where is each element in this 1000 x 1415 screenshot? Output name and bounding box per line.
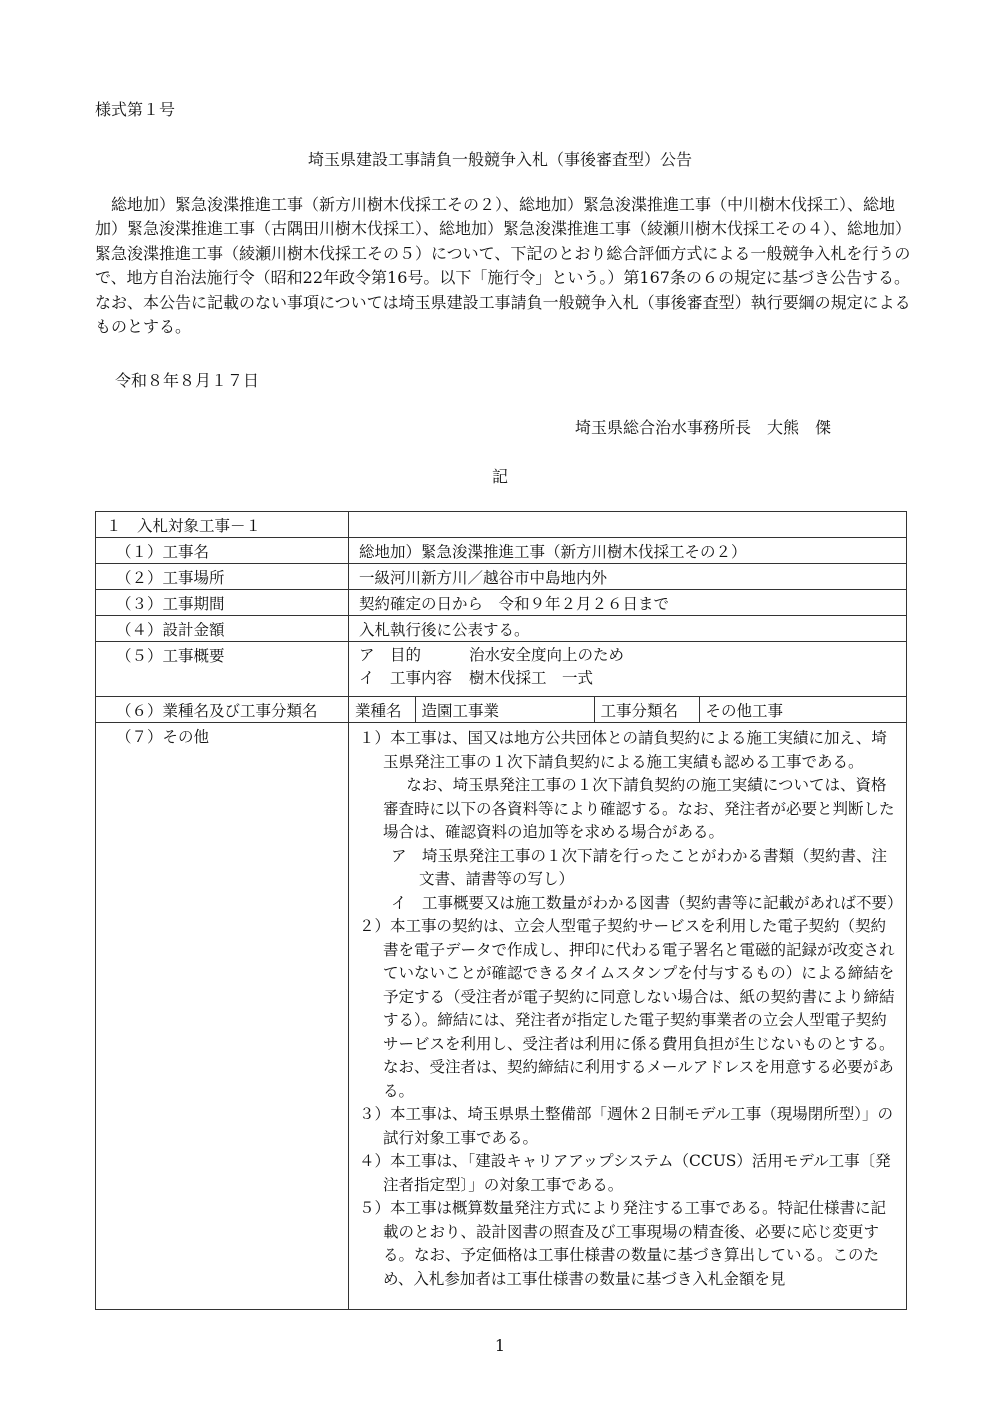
- row-label-period: （３）工事期間: [96, 590, 349, 616]
- row-value-other: [349, 723, 907, 1310]
- other-item-5: ５）本工事は概算数量発注方式により発注する工事である。特記仕様書に記載のとおり、設計図書の照査及び工事現場の精査後、必要に応じ変更する。なお、予定価格は工事仕様書の数量に基づき算出している。このため、入札参加者は工事仕様書の数量に基づき入札金額を見: [359, 1199, 887, 1288]
- overview-purpose-value: 治水安全度向上のため: [469, 646, 625, 664]
- row-value-design-amount: 入札執行後に公表する。: [349, 616, 907, 642]
- bid-details-table: [95, 511, 907, 1310]
- work-class-value: その他工事: [699, 697, 906, 722]
- table-row: [96, 642, 907, 697]
- document-title: 埼玉県建設工事請負一般競争入札（事後審査型）公告: [307, 150, 692, 169]
- page-number: 1: [494, 1336, 506, 1355]
- table-row: [96, 723, 907, 1310]
- table-row: [96, 538, 907, 564]
- form-number: 様式第１号: [95, 100, 176, 119]
- table-row: [96, 512, 907, 538]
- row-label-location: （２）工事場所: [96, 564, 349, 590]
- row-label-other: （７）その他: [96, 723, 349, 1310]
- other-item-3: ３）本工事は、埼玉県県土整備部「週休２日制モデル工事（現場閉所型）」の試行対象工事である。: [359, 1105, 893, 1147]
- empty-cell: [349, 512, 907, 538]
- overview-purpose-key: ア 目的: [359, 646, 422, 664]
- table-row: [96, 697, 907, 723]
- other-item-4: ４）本工事は、「建設キャリアアップシステム（CCUS）活用モデル工事〔発注者指定型〕」の対象工事である。: [359, 1152, 891, 1194]
- other-item-2: ２）本工事の契約は、立会人型電子契約サービスを利用した電子契約（契約書を電子データで作成し、押印に代わる電子署名と電磁的記録が改変されていないことが確認できるタイムスタンプを付与するもの）による締結を予定する（受注者が電子契約に同意しない場合は、紙の契約書により締結する）。締結には、発注者が指定した電子契約事業者の立会人型電子契約サービスを利用し、受注者は利用に係る費用負担が生じないものとする。なお、受注者は、契約締結に利用するメールアドレスを用意する必要がある。: [359, 917, 895, 1100]
- intro-paragraph: 総地加）緊急浚渫推進工事（新方川樹木伐採工その２）、総地加）緊急浚渫推進工事（中川樹木伐採工）、総地加）緊急浚渫推進工事（古隅田川樹木伐採工）、総地加）緊急浚渫推進工事（綾瀬川樹木伐採工その４）、総地加）緊急浚渫推進工事（綾瀬川樹木伐採工その５）について、下記のとおり総合評価方式による一般競争入札を行うので、地方自治法施行令（昭和22年政令第16号。以下「施行令」という。）第167条の６の規定に基づき公告する。なお、本公告に記載のない事項については埼玉県建設工事請負一般競争入札（事後審査型）執行要綱の規定によるものとする。: [95, 195, 912, 337]
- row-label-design-amount: （４）設計金額: [96, 616, 349, 642]
- other-item-1-note: なお、埼玉県発注工事の１次下請負契約の施工実績については、資格審査時に以下の各資料等により確認する。なお、発注者が必要と判断した場合は、確認資料の追加等を求める場合がある。: [383, 776, 895, 841]
- row-value-construction-name: 総地加）緊急浚渫推進工事（新方川樹木伐採工その２）: [349, 538, 907, 564]
- overview-content: [359, 667, 898, 690]
- overview-content-value: 樹木伐採工 一式: [469, 669, 594, 687]
- industry-value: 造園工事業: [415, 697, 594, 722]
- other-item-1-a: ア 埼玉県発注工事の１次下請を行ったことがわかる書類（契約書、注文書、請書等の写し）: [391, 846, 888, 888]
- notice-date: 令和８年８月１７日: [115, 371, 260, 390]
- ki-heading: 記: [491, 467, 508, 486]
- row-value-period: 契約確定の日から 令和９年２月２６日まで: [349, 590, 907, 616]
- row-label-category: （６）業種名及び工事分類名: [96, 697, 349, 723]
- table-row: [96, 590, 907, 616]
- table-row: [96, 616, 907, 642]
- row-label-construction-name: （１）工事名: [96, 538, 349, 564]
- row-value-category: [349, 697, 907, 723]
- issuer-name: 埼玉県総合治水事務所長 大熊 傑: [575, 418, 832, 437]
- overview-purpose: [359, 644, 898, 667]
- work-class-key: 工事分類名: [594, 697, 699, 722]
- row-value-overview: [349, 642, 907, 697]
- section-title: １ 入札対象工事－１: [96, 512, 349, 538]
- overview-content-key: イ 工事内容: [359, 669, 453, 687]
- row-value-location: 一級河川新方川／越谷市中島地内外: [349, 564, 907, 590]
- industry-key: 業種名: [355, 702, 402, 720]
- row-label-overview: （５）工事概要: [96, 642, 349, 697]
- table-row: [96, 564, 907, 590]
- category-subtable: [349, 697, 906, 722]
- other-item-1-b: イ 工事概要又は施工数量がわかる図書（契約書等に記載があれば不要）: [391, 893, 903, 912]
- other-item-1: １）本工事は、国又は地方公共団体との請負契約による施工実績に加え、埼玉県発注工事の１次下請負契約による施工実績も認める工事である。: [359, 729, 887, 771]
